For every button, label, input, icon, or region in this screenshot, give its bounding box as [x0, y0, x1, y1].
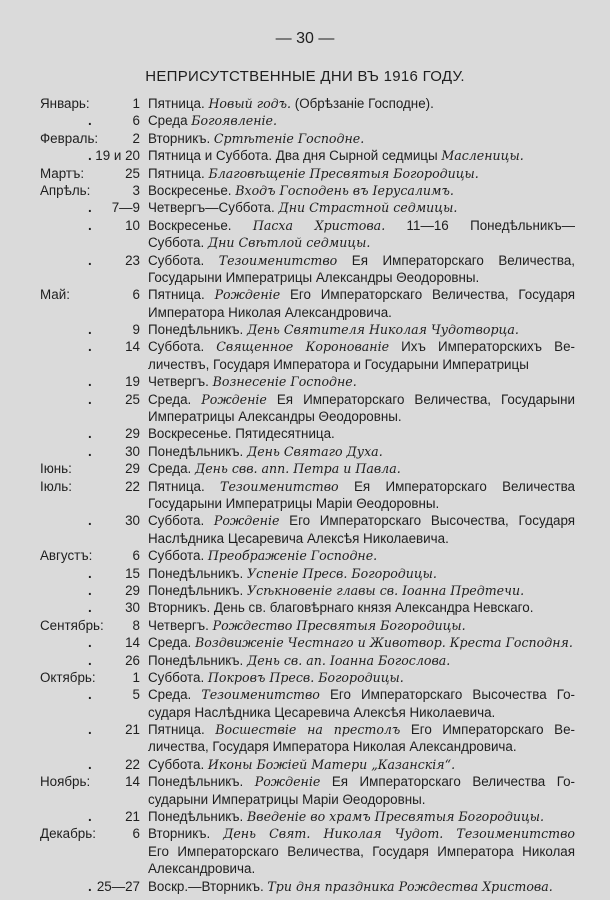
ditto-mark: . [88, 391, 92, 407]
entry-text [148, 460, 575, 477]
entry-text-segment: Понедѣльникъ. [148, 322, 247, 338]
entry-text-segment: Его Императорскаго Высочества Го- [319, 687, 575, 703]
day-number: 21 [125, 809, 140, 825]
day-number: 14 [125, 635, 140, 651]
holiday-name: Восшествіе на престолъ [215, 722, 401, 738]
entry-text-segment: Пятница и Суббота. Два дня Сырной седмицы [148, 148, 442, 164]
month-label: Іюнь: [40, 461, 72, 477]
holiday-name: Рождество Пресвятыя Богородицы. [212, 617, 466, 633]
entry-line [0, 460, 610, 477]
holiday-entry [0, 373, 610, 390]
entry-text [148, 669, 575, 686]
entry-text-segment: Воскресенье. [148, 182, 236, 198]
ditto-mark: . [88, 756, 92, 772]
holiday-name: Рожденіе [254, 774, 321, 790]
entry-text-segment: Воскресенье. Пятидесятница. [148, 426, 335, 442]
entry-text-segment: Пятница. [148, 287, 215, 303]
month-label: Февраль: [40, 130, 99, 146]
entry-text [148, 112, 575, 129]
entry-line [0, 878, 610, 895]
holiday-name: День Святителя Николая Чудотворца. [246, 322, 519, 338]
holiday-name: Пасха Христова. [252, 217, 386, 233]
entry-text-segment: 11—16 Понедѣльникъ— [385, 217, 575, 233]
holiday-entry [0, 338, 610, 373]
day-number: 6 [132, 287, 140, 303]
holiday-name: Усѣкновеніе главы св. Іоанна Предтечи. [246, 582, 525, 598]
holiday-entry [0, 95, 610, 112]
entry-text [148, 617, 575, 634]
entry-line [0, 408, 610, 425]
entry-text [148, 843, 575, 860]
entry-text-segment: Суббота. [148, 252, 219, 268]
day-number: 30 [125, 600, 140, 616]
ditto-mark: . [88, 200, 92, 216]
entry-text-segment: Императрицы Александры Θеодоровны. [148, 409, 402, 425]
ditto-mark: . [88, 148, 92, 164]
holiday-entry [0, 147, 610, 164]
entry-line [0, 582, 610, 599]
entry-line [0, 547, 610, 564]
holiday-entry [0, 582, 610, 599]
entry-text [148, 721, 575, 738]
entry-line [0, 825, 610, 842]
holiday-entry [0, 669, 610, 686]
day-number: 30 [125, 513, 140, 529]
entry-line [0, 738, 610, 755]
day-number: 7—9 [111, 200, 140, 216]
entry-text-segment: Среда [148, 113, 192, 129]
entry-text [148, 791, 575, 808]
holiday-name: Дни Свѣтлой седмицы. [207, 235, 371, 251]
entry-text [148, 808, 575, 825]
entry-text [148, 686, 575, 703]
holiday-name: Иконы Божіей Матери „Казанскія“. [207, 756, 456, 772]
ditto-mark: . [88, 809, 92, 825]
day-number: 10 [125, 217, 140, 233]
entry-text-segment: Вторникъ. [148, 826, 224, 842]
entry-text-segment: Ея Императорскаго Величества, Государыни [266, 391, 575, 407]
holiday-entry [0, 286, 610, 321]
holiday-entry [0, 391, 610, 426]
holiday-entry [0, 565, 610, 582]
entry-line [0, 704, 610, 721]
day-number: 6 [132, 826, 140, 842]
entry-line [0, 165, 610, 182]
holiday-entry [0, 199, 610, 216]
entry-text-segment: Среда. [148, 461, 195, 477]
entry-text [148, 356, 575, 373]
month-label: Октябрь: [40, 669, 96, 685]
entry-text-segment: (Обрѣзаніе Господне). [291, 96, 434, 111]
entry-text-segment: Ихъ Императорскихъ Ве- [389, 339, 575, 355]
holiday-name: Священное Коронованіе [216, 339, 390, 355]
entry-line [0, 599, 610, 616]
entry-text-segment: Суббота. [148, 669, 208, 685]
holiday-name: Воздвиженіе Честнаго и Животвор. Креста Господня. [194, 635, 573, 651]
holiday-name: Тезоименитство [201, 687, 320, 703]
ditto-mark: . [88, 600, 92, 616]
ditto-mark: . [88, 217, 92, 233]
ditto-mark: . [88, 582, 92, 598]
holiday-name: Входъ Господень въ Іерусалимъ. [235, 182, 454, 198]
entry-text-segment: сударыни Императрицы Маріи Θеодоровны. [148, 791, 426, 807]
entry-line [0, 495, 610, 512]
day-number: 1 [132, 96, 140, 111]
holiday-entry [0, 512, 610, 547]
entry-text [148, 652, 575, 669]
month-label: Іюль: [40, 478, 72, 494]
entry-line [0, 304, 610, 321]
holiday-entry [0, 686, 610, 721]
entry-line [0, 478, 610, 495]
entry-text [148, 373, 575, 390]
holiday-entry [0, 478, 610, 513]
holiday-entry [0, 321, 610, 338]
entry-line [0, 234, 610, 251]
entry-text [148, 582, 575, 599]
holiday-name: Благовѣщеніе Пресвятыя Богородицы. [208, 165, 479, 181]
month-label: Апрѣль: [40, 182, 91, 198]
holiday-entry [0, 112, 610, 129]
entry-text-segment: Среда. [148, 635, 195, 651]
entry-text-segment: Его Императорскаго Ве- [400, 722, 575, 738]
entry-text-segment: Понедѣльникъ. [148, 443, 247, 459]
holiday-name: Рожденіе [201, 391, 267, 407]
entry-text-segment: Среда. [148, 687, 202, 703]
entry-line [0, 791, 610, 808]
holiday-entry [0, 652, 610, 669]
entry-text [148, 530, 575, 547]
entry-text [148, 182, 575, 199]
holiday-entry [0, 634, 610, 651]
entry-text [148, 512, 575, 529]
holiday-entry [0, 182, 610, 199]
entry-text-segment: Воскр.—Вторникъ. [148, 878, 268, 894]
ditto-mark: . [88, 652, 92, 668]
holiday-name: Вознесеніе Господне. [212, 374, 357, 390]
entry-line [0, 252, 610, 269]
entry-text-segment: Императора Николая Александровича. [148, 304, 392, 320]
ditto-mark: . [88, 565, 92, 581]
ditto-mark: . [88, 322, 92, 338]
entry-text [148, 443, 575, 460]
entry-line [0, 512, 610, 529]
entry-text [148, 338, 575, 355]
entry-text [148, 165, 575, 182]
entry-text [148, 565, 575, 582]
entry-text [148, 634, 575, 651]
holiday-name: Богоявленіе. [191, 113, 277, 129]
entry-line [0, 721, 610, 738]
day-number: 9 [132, 322, 140, 338]
entry-text [148, 147, 575, 164]
day-number: 25 [125, 391, 140, 407]
entry-text-segment: Его Императорскаго Величества, Государя [280, 287, 575, 303]
entry-text-segment: сударя Наслѣдника Цесаревича Алексѣя Николаевича. [148, 704, 496, 720]
ditto-mark: . [88, 113, 92, 129]
entry-line [0, 147, 610, 164]
holiday-name: Покровъ Пресв. Богородицы. [207, 669, 404, 685]
entry-text [148, 825, 575, 842]
day-number: 25 [125, 165, 140, 181]
holiday-entry [0, 130, 610, 147]
month-label: Май: [40, 287, 70, 303]
entry-text-segment: Суббота. [148, 513, 214, 529]
entry-text [148, 408, 575, 425]
entry-text [148, 478, 575, 495]
entry-line [0, 617, 610, 634]
ditto-mark: . [88, 426, 92, 442]
entry-line [0, 773, 610, 790]
entry-line [0, 530, 610, 547]
month-label: Сентябрь: [40, 617, 104, 633]
page-title: НЕПРИСУТСТВЕННЫЕ ДНИ ВЪ 1916 ГОДУ. [145, 68, 465, 85]
holiday-name: Тезоименитство [218, 252, 338, 268]
entry-text [148, 130, 575, 147]
entry-text-segment: Наслѣдника Цесаревича Алексѣя Николаевича. [148, 530, 449, 546]
holiday-entry [0, 617, 610, 634]
entry-text [148, 860, 575, 877]
day-number: 6 [132, 113, 140, 129]
holiday-name: День Святаго Духа. [246, 443, 383, 459]
entry-text [148, 547, 575, 564]
entry-text-segment: Понедѣльникъ. [148, 565, 247, 581]
entry-text [148, 773, 575, 790]
holiday-name: День Свят. Николая Чудот. Тезоименитство [223, 826, 575, 842]
entry-text-segment: Ея Императорскаго Величества Го- [320, 774, 575, 790]
entry-text-segment: Четвергъ. [148, 374, 213, 390]
entry-line [0, 425, 610, 442]
holiday-entry [0, 825, 610, 877]
entry-text [148, 252, 575, 269]
holiday-entry [0, 808, 610, 825]
day-number: 1 [132, 669, 140, 685]
holiday-name: День свв. апп. Петра и Павла. [194, 461, 401, 477]
holiday-entry [0, 599, 610, 616]
entry-text [148, 286, 575, 303]
entry-text [148, 391, 575, 408]
holiday-entry [0, 460, 610, 477]
holiday-entry [0, 252, 610, 287]
ditto-mark: . [88, 443, 92, 459]
holiday-name: Тезоименитство [220, 478, 339, 494]
entry-line [0, 112, 610, 129]
entry-text-segment: Суббота. [148, 756, 208, 772]
day-number: 23 [125, 252, 140, 268]
month-label: Августъ: [40, 548, 93, 564]
entry-text-segment: Понедѣльникъ. [148, 774, 255, 790]
entry-text [148, 304, 575, 321]
entry-text-segment: Государыни Императрицы Маріи Θеодоровны. [148, 495, 440, 511]
entry-text [148, 756, 575, 773]
ditto-mark: . [88, 513, 92, 529]
holiday-name: Новый годъ. [208, 96, 292, 111]
entry-line [0, 321, 610, 338]
entry-text-segment: Суббота. [148, 235, 208, 251]
entry-line [0, 356, 610, 373]
entry-line [0, 95, 610, 112]
day-number: 29 [125, 461, 140, 477]
day-number: 19 [125, 374, 140, 390]
ditto-mark: . [88, 252, 92, 268]
day-number: 8 [132, 617, 140, 633]
entry-line [0, 338, 610, 355]
entry-line [0, 269, 610, 286]
entry-text [148, 425, 575, 442]
holiday-name: Дни Страстной седмицы. [278, 200, 458, 216]
entry-text-segment: Понедѣльникъ. [148, 582, 247, 598]
holiday-entry [0, 443, 610, 460]
day-number: 19 и 20 [95, 148, 140, 164]
entry-text-segment: Пятница. [148, 722, 216, 738]
entry-text-segment: Суббота. [148, 548, 208, 564]
ditto-mark: . [88, 687, 92, 703]
entry-text [148, 321, 575, 338]
holiday-name: Преображеніе Господне. [207, 548, 378, 564]
holiday-name: День св. ап. Іоанна Богослова. [246, 652, 451, 668]
holiday-entry [0, 217, 610, 252]
entry-text-segment: Его Императорскаго Высочества, Государя [279, 513, 575, 529]
entry-text-segment: Государыни Императрицы Александры Θеодоровны. [148, 269, 480, 285]
holiday-entry [0, 547, 610, 564]
holiday-entry [0, 756, 610, 773]
entry-text-segment: Четвергъ—Суббота. [148, 200, 279, 216]
entry-line [0, 808, 610, 825]
day-number: 15 [125, 565, 140, 581]
entry-text-segment: Ея Императорскаго Величества [338, 478, 575, 494]
holiday-name: Сртѣтеніе Господне. [213, 130, 365, 146]
ditto-mark: . [88, 339, 92, 355]
entry-line [0, 634, 610, 651]
entry-line [0, 756, 610, 773]
entry-text-segment: Вторникъ. [148, 130, 214, 146]
entry-text-segment: Вторникъ. День св. благовѣрнаго князя Александра Невскаго. [148, 600, 534, 616]
day-number: 30 [125, 443, 140, 459]
entry-line [0, 373, 610, 390]
entry-line [0, 652, 610, 669]
day-number: 2 [132, 130, 140, 146]
day-number: 22 [125, 756, 140, 772]
entry-line [0, 843, 610, 860]
entry-line [0, 217, 610, 234]
ditto-mark: . [88, 722, 92, 738]
entry-line [0, 669, 610, 686]
entry-text-segment: личествъ, Государя Императора и Государыни Императрицы [148, 356, 529, 372]
entry-text [148, 217, 575, 234]
holiday-name: Три дня праздника Рождества Христова. [267, 878, 553, 894]
entry-line [0, 860, 610, 877]
day-number: 29 [125, 426, 140, 442]
entry-text [148, 199, 575, 216]
entry-text [148, 704, 575, 721]
entry-text [148, 95, 575, 112]
entry-text-segment: Среда. [148, 391, 202, 407]
holiday-entry [0, 721, 610, 756]
holiday-name: Успеніе Пресв. Богородицы. [246, 565, 437, 581]
day-number: 6 [132, 548, 140, 564]
ditto-mark: . [88, 374, 92, 390]
entry-text-segment: Пятница. [148, 96, 209, 111]
month-label: Декабрь: [40, 826, 96, 842]
day-number: 21 [125, 722, 140, 738]
entry-text-segment: Понедѣльникъ. [148, 652, 247, 668]
entry-text-segment: Четвергъ. [148, 617, 213, 633]
entry-text-segment: Его Императорскаго Величества, Государя Императора Николая [148, 843, 575, 859]
page-number: — 30 — [275, 30, 335, 47]
entry-text-segment: Пятница. [148, 478, 221, 494]
entry-text-segment: Воскресенье. [148, 217, 253, 233]
day-number: 3 [132, 182, 140, 198]
entry-line [0, 199, 610, 216]
entry-text [148, 234, 575, 251]
day-number: 25—27 [96, 878, 140, 894]
entry-text [148, 269, 575, 286]
ditto-mark: . [88, 635, 92, 651]
holiday-entry [0, 425, 610, 442]
month-label: Мартъ: [40, 165, 85, 181]
entry-text-segment: личества, Государя Императора Николая Александровича. [148, 739, 517, 755]
day-number: 29 [125, 582, 140, 598]
day-number: 5 [132, 687, 140, 703]
month-label: Январь: [40, 96, 90, 111]
day-number: 14 [125, 774, 140, 790]
entry-line [0, 286, 610, 303]
ditto-mark: . [88, 878, 92, 894]
holiday-entry [0, 165, 610, 182]
entry-line [0, 130, 610, 147]
holiday-name: Введеніе во храмъ Пресвятыя Богородицы. [246, 809, 544, 825]
entry-text [148, 599, 575, 616]
entry-text [148, 878, 575, 895]
entry-text [148, 738, 575, 755]
entry-line [0, 686, 610, 703]
holiday-name: Рожденіе [214, 287, 281, 303]
entry-text-segment: Александровича. [148, 861, 256, 877]
holiday-name: Масленицы. [441, 148, 524, 164]
day-number: 26 [125, 652, 140, 668]
holiday-list [0, 95, 610, 895]
month-label: Ноябрь: [40, 774, 91, 790]
entry-text-segment: Пятница. [148, 165, 209, 181]
entry-text [148, 495, 575, 512]
entry-text-segment: Понедѣльникъ. [148, 809, 247, 825]
day-number: 22 [125, 478, 140, 494]
entry-line [0, 443, 610, 460]
holiday-entry [0, 773, 610, 808]
entry-line [0, 391, 610, 408]
entry-text-segment: Ея Императорскаго Величества, [337, 252, 575, 268]
entry-text-segment: Суббота. [148, 339, 217, 355]
holiday-entry [0, 878, 610, 895]
entry-line [0, 182, 610, 199]
holiday-name: Рожденіе [213, 513, 280, 529]
entry-line [0, 565, 610, 582]
day-number: 14 [125, 339, 140, 355]
